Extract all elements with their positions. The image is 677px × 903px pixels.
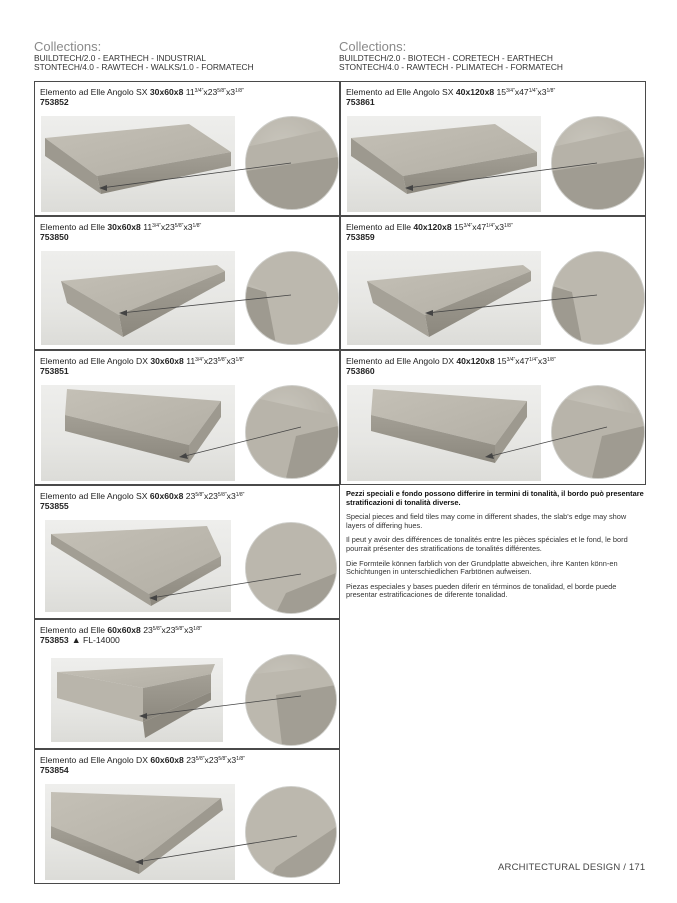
product-caption [346, 356, 556, 376]
inch-size: x47 [514, 87, 529, 97]
product-code: 753852 [40, 97, 69, 107]
inch-size: 11 [183, 87, 195, 97]
product-name: Elemento ad Elle Angolo SX [40, 491, 150, 501]
inch-size: x3 [227, 755, 237, 765]
inch-fraction: 1/8" [192, 223, 202, 229]
product-cell [34, 485, 340, 619]
inch-size: x3 [494, 222, 504, 232]
product-size: 60x60x8 [149, 491, 184, 501]
product-name: Elemento ad Elle Angolo SX [40, 87, 150, 97]
collections-line-2: STONTECH/4.0 - RAWTECH - PLIMATECH - FORMATECH [339, 62, 563, 72]
product-code: 753850 [40, 232, 69, 242]
product-size: 40x120x8 [455, 87, 495, 97]
inch-size: 15 [494, 87, 507, 97]
inch-size: x23 [204, 491, 218, 501]
product-caption [40, 491, 244, 511]
product-code: 753860 [346, 366, 375, 376]
detail-arrow [401, 158, 601, 198]
inch-size: x3 [226, 491, 236, 501]
inch-fraction: 1/8" [546, 88, 556, 94]
product-size: 30x60x8 [150, 356, 184, 366]
product-code: 753855 [40, 501, 69, 511]
inch-fraction: 1/8" [236, 756, 245, 762]
product-size: 30x60x8 [107, 222, 141, 232]
product-cell [34, 619, 340, 749]
inch-size: x23 [160, 222, 175, 232]
page-footer: ARCHITECTURAL DESIGN / 171 [498, 862, 646, 873]
product-name: Elemento ad Elle Angolo DX [346, 356, 457, 366]
product-caption [40, 222, 201, 242]
product-cell [340, 81, 646, 216]
inch-size: 15 [451, 222, 464, 232]
product-code: 753859 [346, 232, 375, 242]
inch-fraction: 5/8" [152, 626, 162, 632]
inch-size: 23 [183, 491, 196, 501]
inch-fraction: 3/4" [463, 223, 473, 229]
inch-fraction: 5/8" [195, 756, 205, 762]
note-english: Special pieces and field tiles may come in different shades, the slab's edge may show layers of differing hues. [346, 512, 627, 530]
inch-fraction: 5/8" [175, 626, 185, 632]
inch-fraction: 5/8" [217, 357, 227, 363]
product-code: 753853 [40, 635, 69, 645]
fl-reference: FL-14000 [83, 635, 120, 645]
inch-fraction: 3/4" [506, 357, 516, 363]
product-caption [40, 755, 245, 775]
inch-size: x3 [183, 222, 193, 232]
inch-fraction: 5/8" [174, 223, 184, 229]
inch-size: 23 [140, 625, 153, 635]
detail-arrow [131, 832, 301, 868]
collections-title: Collections: [34, 39, 102, 54]
inch-fraction: 1/8" [235, 492, 245, 498]
detail-arrow [135, 692, 305, 722]
inch-fraction: 1/8" [193, 626, 202, 632]
inch-fraction: 3/4" [195, 357, 204, 363]
note-spanish: Piezas especiales y bases pueden diferir en términos de tonalidad, el borde puede presentar estratificaciones de diferente tonalidad. [346, 581, 617, 600]
inch-fraction: 5/8" [217, 492, 227, 498]
note-german: Die Formteile können farblich von der Grundplatte abweichen, ihre Kanten könn-en Schichtungen in unterschiedlichen Farbtönen aufweisen. [346, 558, 618, 577]
inch-fraction: 3/4" [194, 88, 204, 94]
inch-fraction: 5/8" [218, 756, 228, 762]
product-cell [340, 350, 646, 485]
product-code: 753851 [40, 366, 69, 376]
inch-fraction: 3/4" [152, 223, 161, 229]
inch-size: x23 [203, 356, 218, 366]
inch-size: x23 [203, 87, 218, 97]
inch-size: x23 [161, 625, 176, 635]
product-cell [34, 350, 340, 485]
product-caption [346, 87, 555, 107]
product-size: 30x60x8 [149, 87, 184, 97]
product-caption [40, 356, 244, 376]
inch-fraction: 1/4" [486, 223, 495, 229]
inch-size: x3 [537, 87, 547, 97]
inch-size: 15 [494, 356, 507, 366]
inch-fraction: 1/8" [503, 223, 513, 229]
inch-size: 11 [183, 356, 196, 366]
detail-arrow [95, 158, 295, 198]
detail-arrow [175, 423, 305, 463]
product-size: 60x60x8 [107, 625, 141, 635]
product-name: Elemento ad Elle [40, 625, 108, 635]
product-name: Elemento ad Elle [346, 222, 414, 232]
inch-size: x47 [472, 222, 487, 232]
right-collections-header [339, 40, 563, 72]
inch-fraction: 3/4" [506, 88, 515, 94]
product-code: 753854 [40, 765, 69, 775]
product-cell [34, 749, 340, 884]
product-cell [340, 216, 646, 350]
inch-size: x3 [226, 87, 236, 97]
detail-arrow [115, 291, 295, 321]
inch-fraction: 1/8" [235, 88, 244, 94]
product-caption [40, 625, 202, 645]
inch-size: x47 [515, 356, 530, 366]
tonality-notes [346, 490, 646, 606]
detail-arrow [421, 291, 601, 321]
collections-title: Collections: [339, 39, 407, 54]
inch-fraction: 1/8" [235, 357, 245, 363]
product-size: 60x60x8 [150, 755, 184, 765]
inch-size: x3 [184, 625, 194, 635]
collections-line-1: BUILDTECH/2.0 - EARTHECH - INDUSTRIAL [34, 53, 207, 63]
product-cell [34, 216, 340, 350]
product-name: Elemento ad Elle Angolo DX [40, 356, 151, 366]
inch-fraction: 1/8" [546, 357, 556, 363]
inch-size: x3 [537, 356, 547, 366]
inch-fraction: 5/8" [195, 492, 205, 498]
product-name: Elemento ad Elle [40, 222, 108, 232]
inch-fraction: 1/4" [528, 88, 538, 94]
inch-fraction: 1/4" [529, 357, 538, 363]
inch-size: x3 [226, 356, 236, 366]
note-italian: Pezzi speciali e fondo possono differire in termini di tonalità, il bordo può presentare stratificazioni di tonalità diverse. [346, 489, 644, 507]
note-french: Il peut y avoir des différences de tonalités entre les pièces spéciales et le fond, le bord pourrait présenter des stratifications de tonalités différentes. [346, 535, 628, 553]
inch-size: 23 [183, 755, 196, 765]
product-code: 753861 [346, 97, 375, 107]
inch-size: 11 [140, 222, 153, 232]
product-caption [40, 87, 244, 107]
inch-size: x23 [204, 755, 219, 765]
inch-fraction: 5/8" [217, 88, 226, 94]
detail-arrow [481, 423, 611, 463]
detail-arrow [145, 570, 305, 604]
left-collections-header [34, 40, 254, 72]
product-name: Elemento ad Elle Angolo DX [40, 755, 151, 765]
collections-line-2: STONTECH/4.0 - RAWTECH - WALKS/1.0 - FORMATECH [34, 62, 254, 72]
product-caption [346, 222, 513, 242]
product-name: Elemento ad Elle Angolo SX [346, 87, 456, 97]
product-size: 40x120x8 [456, 356, 495, 366]
product-size: 40x120x8 [413, 222, 452, 232]
triangle-icon: ▲ [71, 635, 81, 645]
collections-line-1: BUILDTECH/2.0 - BIOTECH - CORETECH - EARTHECH [339, 53, 553, 63]
product-cell [34, 81, 340, 216]
